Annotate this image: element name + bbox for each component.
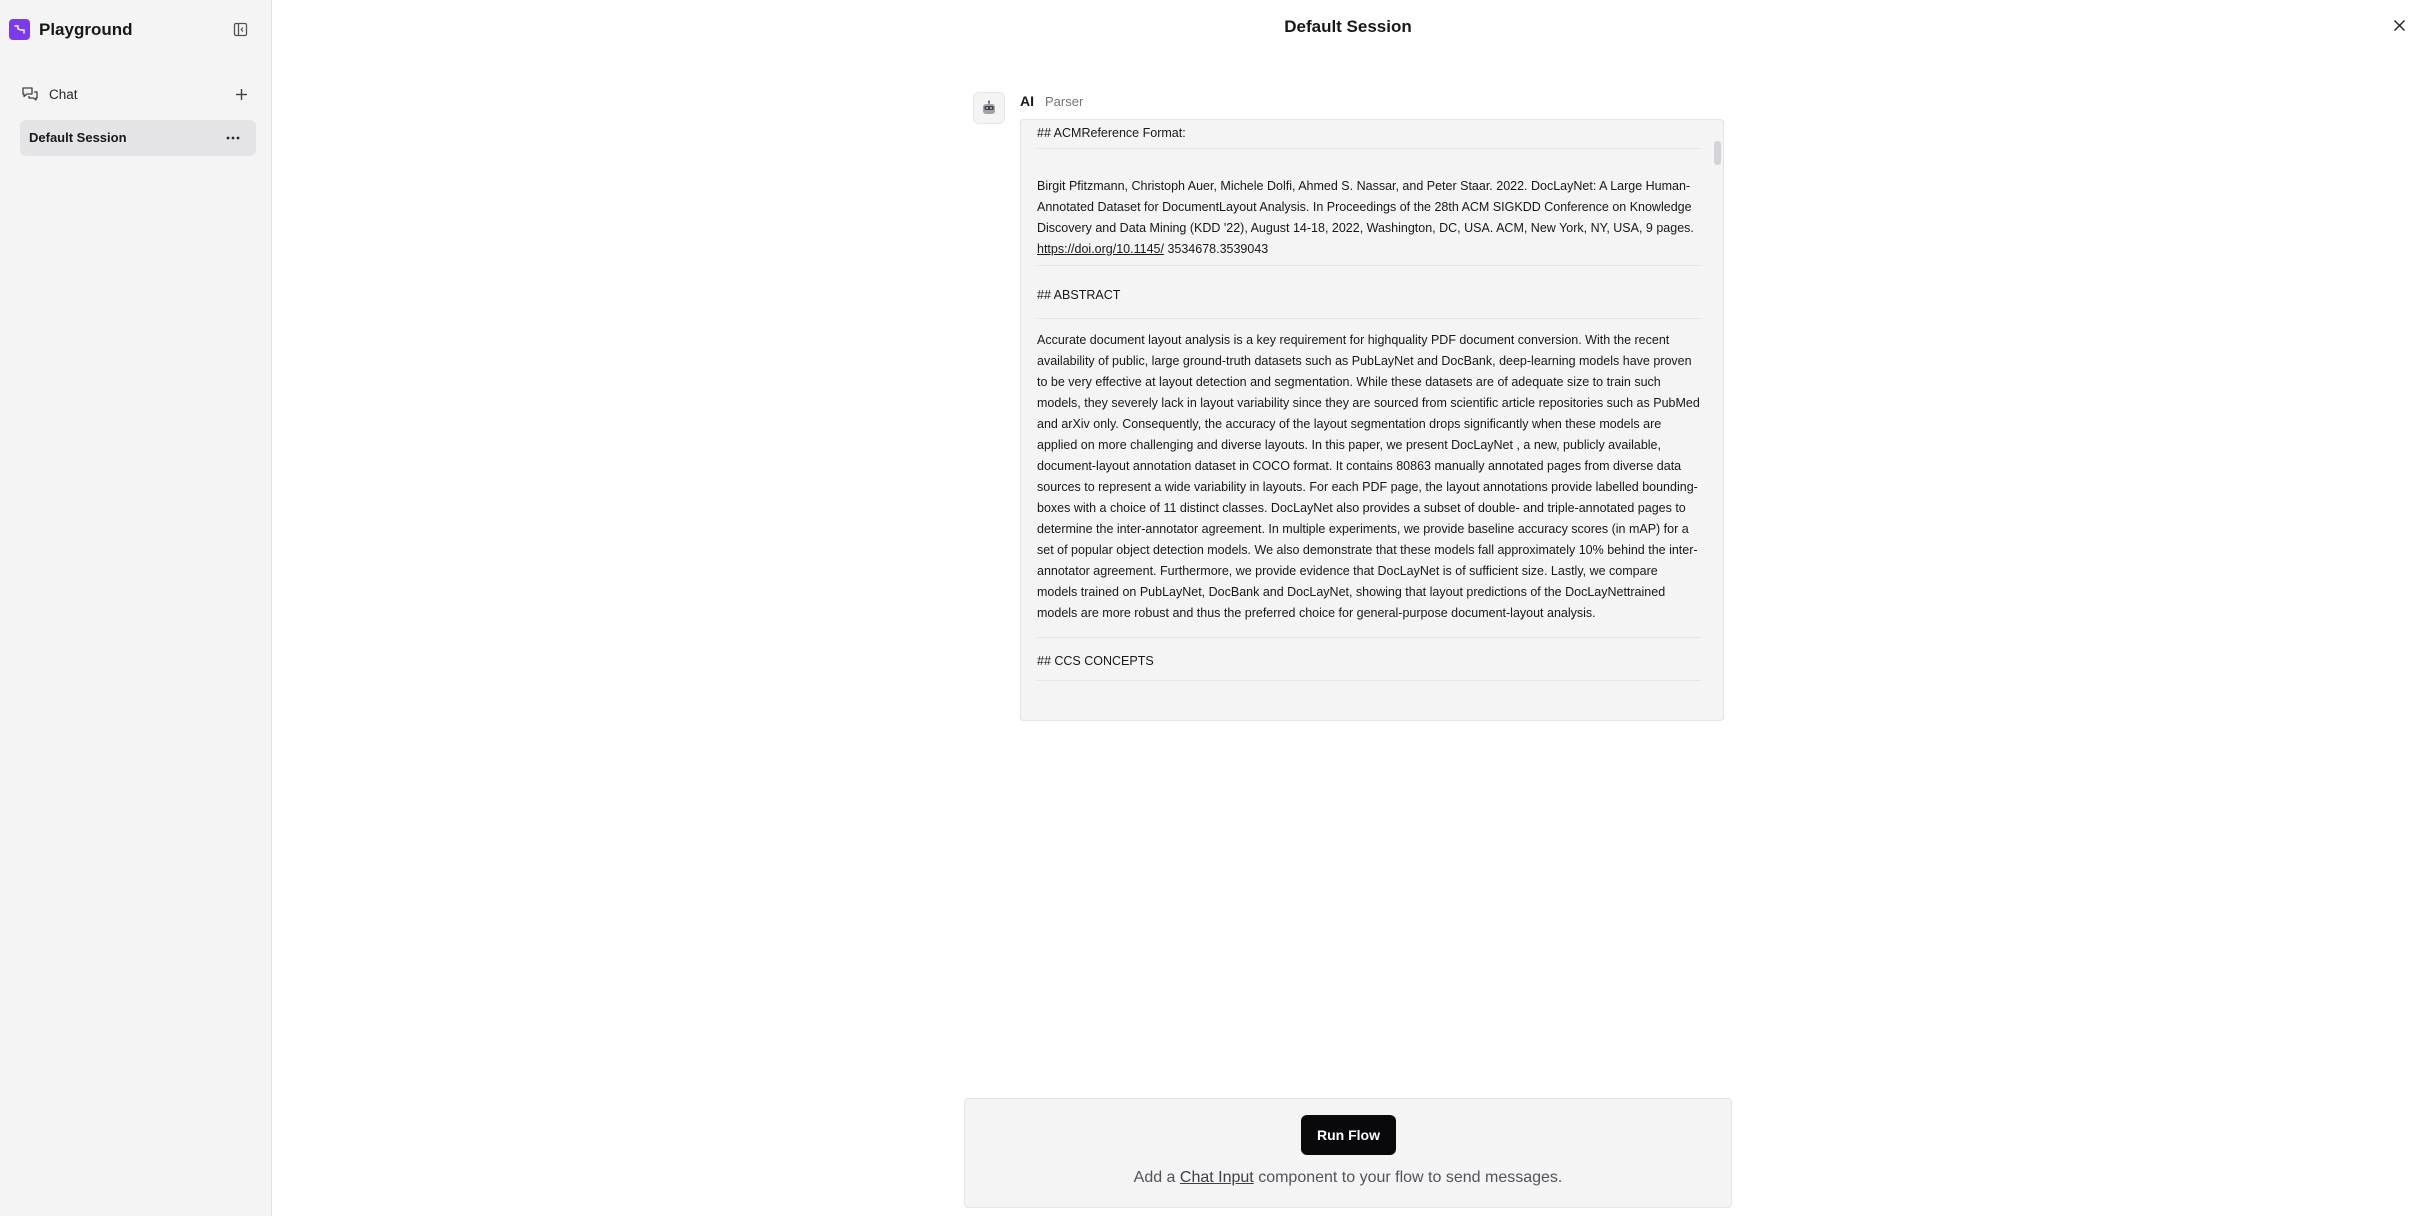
session-options-button[interactable]: [224, 129, 242, 147]
hint-suffix: component to your flow to send messages.: [1258, 1169, 1563, 1186]
session-item-default[interactable]: [20, 120, 256, 156]
reference-doi-suffix: 3534678.3539043: [1167, 242, 1269, 256]
messages-icon: [21, 86, 39, 102]
heading-abstract: ## ABSTRACT: [1037, 288, 1121, 302]
brand: [9, 19, 133, 40]
divider: [1037, 680, 1701, 681]
brand-name: Playground: [39, 19, 133, 39]
heading-reference-format: ## ACMReference Format:: [1037, 126, 1186, 140]
collapse-sidebar-button[interactable]: [230, 19, 250, 39]
chat-label: Chat: [49, 86, 78, 102]
scrollbar-thumb[interactable]: [1714, 141, 1721, 165]
heading-ccs-concepts: ## CCS CONCEPTS: [1037, 654, 1154, 668]
panel-left-icon: [233, 22, 248, 37]
more-horizontal-icon: [226, 136, 240, 140]
input-hint: [965, 1169, 1731, 1187]
sidebar: [0, 0, 272, 1216]
new-chat-button[interactable]: [231, 84, 251, 104]
run-flow-button[interactable]: Run Flow: [1301, 1115, 1396, 1155]
chat-input-panel: [964, 1098, 1732, 1208]
abstract-paragraph: Accurate document layout analysis is a key requirement for highquality PDF document conversion. With the recent availability of public, large ground-truth datasets such as PubLayNet and DocBank, deep-learning models have proven to be very effective at layout detection and segmentation. While these datasets are of adequate size to train such models, they severely lack in layout variability since they are sourced from scientific article repositories such as PubMed and arXiv only. Consequently, the accuracy of the layout segmentation drops significantly when these models are applied on more challenging and diverse layouts. In this paper, we present DocLayNet , a new, publicly available, document-layout annotation dataset in COCO format. It contains 80863 manually annotated pages from diverse data sources to represent a wide variability in layouts. For each PDF page, the layout annotations provide labelled bounding-boxes with a choice of 11 distinct classes. DocLayNet also provides a subset of double- and triple-annotated pages to determine the inter-annotator agreement. In multiple experiments, we provide baseline accuracy scores (in mAP) for a set of popular object detection models. We also demonstrate that these models fall approximately 10% behind the inter-annotator agreement. Furthermore, we provide evidence that DocLayNet is of sufficient size. Lastly, we compare models trained on PubLayNet, DocBank and DocLayNet, showing that layout predictions of the DocLayNettrained models are more robust and thus the preferred choice for general-purpose document-layout analysis.: [1037, 333, 1700, 620]
page-title: Default Session: [1284, 17, 1412, 36]
playground-logo-icon: [9, 19, 30, 40]
close-icon: [2393, 19, 2406, 32]
reference-paragraph: [1037, 149, 1701, 265]
message-text: [1037, 120, 1701, 681]
message-content[interactable]: [1020, 119, 1724, 721]
hint-prefix: Add a: [1133, 1169, 1176, 1186]
message-scrollbar[interactable]: [1711, 120, 1723, 720]
plus-icon: [235, 88, 248, 101]
close-button[interactable]: [2389, 15, 2409, 35]
chat-section-header: [21, 84, 251, 104]
doi-link[interactable]: https://doi.org/10.1145/: [1037, 242, 1164, 256]
reference-text: Birgit Pfitzmann, Christoph Auer, Michele Dolfi, Ahmed S. Nassar, and Peter Staar. 2022. DocLayNet: A Large Human-Annotated Dataset for DocumentLayout Analysis. In Proceedings of the 28th ACM SIGKDD Conference on Knowledge Discovery and Data Mining (KDD '22), August 14-18, 2022, Washington, DC, USA. ACM, New York, NY, USA, 9 pages.: [1037, 179, 1694, 235]
sender-source: Parser: [1045, 94, 1084, 109]
bot-avatar: [973, 92, 1005, 124]
chat-input-link[interactable]: Chat Input: [1179, 1169, 1254, 1186]
sender-name: AI: [1020, 93, 1034, 109]
robot-icon: [980, 100, 998, 116]
session-label: Default Session: [29, 130, 127, 145]
